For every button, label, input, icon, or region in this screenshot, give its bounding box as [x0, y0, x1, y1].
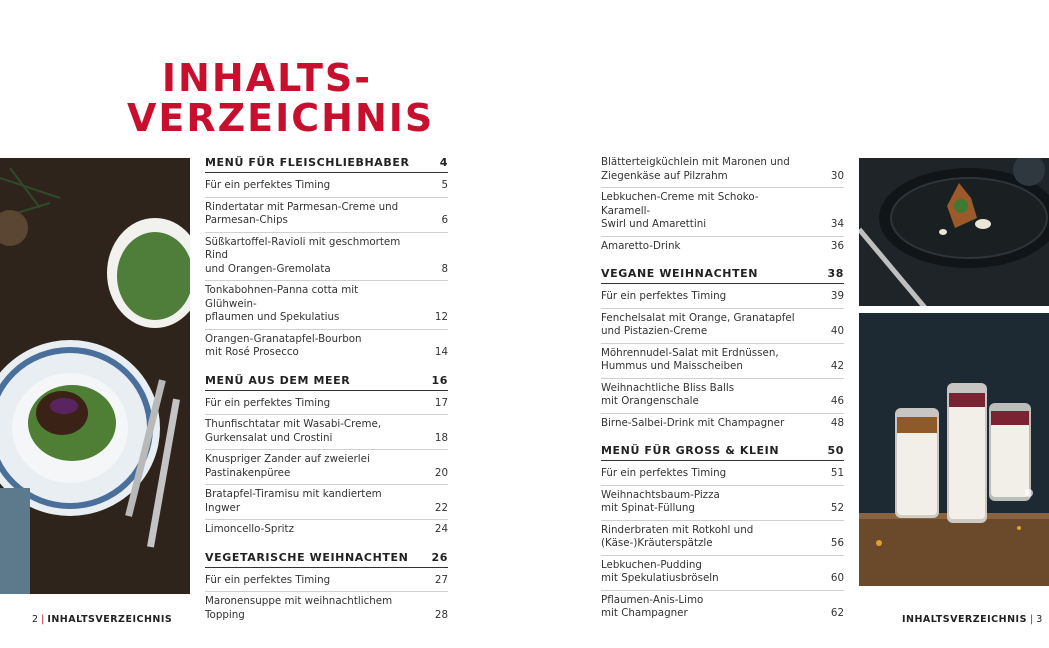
title-line-2: VERZEICHNIS — [127, 96, 435, 140]
toc-entry[interactable] — [205, 394, 448, 416]
toc-section-header[interactable] — [601, 444, 844, 461]
entry-title: Für ein perfektes Timing — [601, 467, 727, 479]
section-title: MENÜ AUS DEM MEER — [205, 373, 351, 387]
entry-page: 52 — [830, 502, 844, 514]
toc-entry[interactable] — [601, 287, 844, 309]
entry-page: 51 — [830, 467, 844, 479]
page-number-left: 2 — [32, 614, 39, 625]
entry-page: 22 — [434, 501, 448, 514]
footer-left — [32, 614, 172, 625]
entry-title: Möhrennudel-Salat mit Erdnüssen, Hummus und Maisscheiben — [601, 346, 779, 372]
section-title: MENÜ FÜR GROSS & KLEIN — [601, 444, 780, 457]
toc-entry[interactable] — [205, 571, 448, 593]
toc-entry[interactable] — [601, 379, 844, 414]
section-title: VEGETARISCHE WEIHNACHTEN — [205, 550, 409, 564]
section-title: MENÜ FÜR FLEISCHLIEBHABER — [205, 156, 410, 169]
section-page: 50 — [827, 444, 844, 457]
toc-left-column — [205, 156, 448, 626]
photo-pastry-plate — [859, 158, 1049, 306]
spacer — [601, 434, 844, 444]
toc-entry[interactable] — [205, 450, 448, 485]
footer-divider: | — [41, 614, 45, 625]
toc-entry[interactable] — [205, 415, 448, 450]
title-line-1: INHALTS- — [161, 56, 373, 100]
entry-title: Lebkuchen-Pudding mit Spekulatiusbröseln — [601, 558, 719, 584]
entry-page: 60 — [830, 572, 844, 584]
entry-page: 42 — [830, 360, 844, 372]
entry-title: Süßkartoffel-Ravioli mit geschmortem Rind und Orangen-Gremolata — [205, 235, 401, 275]
spacer — [205, 364, 448, 374]
footer-divider: | — [1029, 614, 1034, 625]
toc-entry[interactable] — [205, 281, 448, 330]
toc-entry[interactable] — [601, 521, 844, 556]
entry-title: Rindertatar mit Parmesan-Creme und Parmesan-Chips — [205, 200, 399, 226]
entry-page: 12 — [434, 311, 448, 323]
spacer — [601, 257, 844, 267]
toc-section-header[interactable] — [205, 156, 448, 173]
entry-title: Fenchelsalat mit Orange, Granatapfel und Pistazien-Creme — [601, 311, 795, 337]
toc-entry[interactable] — [601, 188, 844, 237]
toc-entry[interactable] — [601, 237, 844, 258]
section-page: 38 — [827, 267, 844, 280]
toc-entry[interactable] — [601, 464, 844, 486]
entry-page: 8 — [441, 262, 448, 275]
entry-title: Weihnachtliche Bliss Balls mit Orangenschale — [601, 381, 735, 407]
entry-title: Für ein perfektes Timing — [205, 179, 331, 191]
toc-section-header[interactable] — [601, 267, 844, 284]
toc-entry[interactable] — [601, 591, 844, 625]
toc-entry[interactable] — [601, 556, 844, 591]
toc-entry[interactable] — [205, 592, 448, 626]
entry-page: 30 — [830, 169, 844, 182]
entry-page: 17 — [434, 396, 448, 409]
meat-dish-illustration — [0, 158, 190, 594]
running-title-left: INHALTSVERZEICHNIS — [47, 614, 173, 625]
toc-entry[interactable] — [205, 198, 448, 233]
entry-page: 5 — [441, 179, 448, 191]
entry-title: Für ein perfektes Timing — [601, 290, 727, 302]
section-page: 26 — [431, 550, 448, 564]
toc-entry[interactable] — [601, 153, 844, 188]
entry-page: 34 — [830, 218, 844, 230]
entry-page: 28 — [434, 608, 448, 621]
entry-title: Weihnachtsbaum-Pizza mit Spinat-Füllung — [601, 488, 720, 514]
spacer — [205, 541, 448, 551]
entry-title: Für ein perfektes Timing — [205, 396, 331, 409]
section-title: VEGANE WEIHNACHTEN — [601, 267, 759, 280]
toc-entry[interactable] — [205, 233, 448, 282]
entry-page: 14 — [434, 346, 448, 358]
pudding-glasses-illustration — [859, 313, 1049, 586]
entry-page: 56 — [830, 537, 844, 549]
entry-title: Rinderbraten mit Rotkohl und (Käse-)Kräuterspätzle — [601, 523, 754, 549]
entry-page: 24 — [434, 523, 448, 535]
entry-page: 18 — [434, 431, 448, 444]
running-title-right: INHALTSVERZEICHNIS — [902, 614, 1027, 625]
toc-entry[interactable] — [601, 486, 844, 521]
toc-right-column — [601, 153, 844, 625]
entry-title: Bratapfel-Tiramisu mit kandiertem Ingwer — [205, 488, 382, 514]
entry-page: 46 — [830, 395, 844, 407]
toc-entry[interactable] — [205, 520, 448, 541]
page-title — [127, 56, 435, 140]
toc-section-header[interactable] — [205, 374, 448, 391]
entry-page: 39 — [830, 290, 844, 302]
entry-page: 20 — [434, 466, 448, 479]
entry-page: 40 — [830, 325, 844, 337]
page-number-right: 3 — [1036, 614, 1043, 625]
entry-title: Limoncello-Spritz — [205, 523, 294, 535]
entry-title: Lebkuchen-Creme mit Schoko-Karamell- Swirl und Amarettini — [601, 191, 759, 230]
photo-pudding-glasses — [859, 313, 1049, 586]
toc-entry[interactable] — [601, 309, 844, 344]
toc-entry[interactable] — [601, 414, 844, 435]
entry-title: Tonkabohnen-Panna cotta mit Glühwein- pflaumen und Spekulatius — [205, 284, 359, 323]
entry-page: 27 — [434, 573, 448, 586]
entry-title: Knuspriger Zander auf zweierlei Pastinakenpüree — [205, 453, 370, 479]
entry-title: Maronensuppe mit weihnachtlichem Topping — [205, 595, 393, 621]
toc-entry[interactable] — [205, 176, 448, 198]
toc-section-header[interactable] — [205, 551, 448, 568]
entry-title: Thunfischtatar mit Wasabi-Creme, Gurkensalat und Crostini — [205, 418, 382, 444]
entry-title: Amaretto-Drink — [601, 239, 681, 252]
toc-entry[interactable] — [205, 485, 448, 520]
photo-meat-dish — [0, 158, 190, 594]
entry-title: Pflaumen-Anis-Limo mit Champagner — [601, 593, 704, 619]
section-page: 4 — [439, 156, 448, 169]
footer-right — [902, 614, 1042, 625]
entry-page: 6 — [441, 214, 448, 226]
entry-title: Für ein perfektes Timing — [205, 573, 331, 586]
entry-page: 36 — [830, 239, 844, 252]
toc-entry[interactable] — [601, 344, 844, 379]
entry-title: Orangen-Granatapfel-Bourbon mit Rosé Prosecco — [205, 332, 362, 358]
entry-page: 48 — [830, 416, 844, 429]
section-page: 16 — [431, 373, 448, 387]
entry-title: Blätterteigküchlein mit Maronen und Ziegenkäse auf Pilzrahm — [601, 156, 790, 182]
toc-entry[interactable] — [205, 330, 448, 364]
pastry-plate-illustration — [859, 158, 1049, 306]
entry-title: Birne-Salbei-Drink mit Champagner — [601, 416, 785, 429]
entry-page: 62 — [830, 607, 844, 619]
